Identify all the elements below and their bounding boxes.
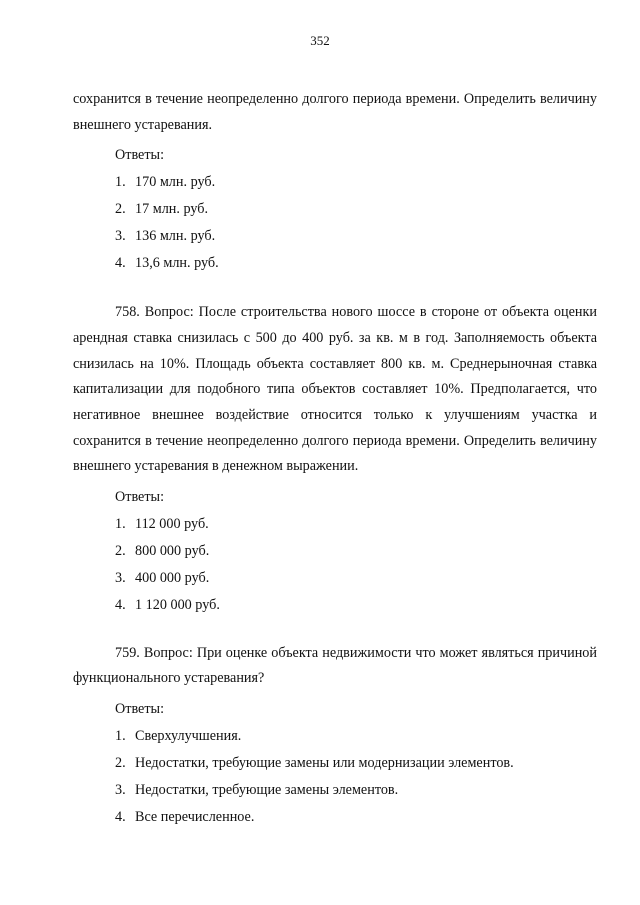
answer-text: 112 000 руб. bbox=[135, 516, 209, 533]
answers-list bbox=[73, 512, 597, 619]
answer-number: 4. bbox=[115, 255, 126, 272]
page-content bbox=[73, 87, 597, 831]
answer-text: 136 млн. руб. bbox=[135, 228, 216, 245]
answer-number: 3. bbox=[115, 228, 126, 245]
answer-item bbox=[115, 805, 597, 831]
answers-label: Ответы: bbox=[115, 701, 165, 718]
answer-text: 1 120 000 руб. bbox=[135, 597, 220, 614]
continuation-paragraph: сохранится в течение неопределенно долгого периода времени. Определить величину внешнего устаревания. bbox=[73, 91, 597, 133]
answer-number: 4. bbox=[115, 809, 126, 826]
answer-text: 13,6 млн. руб. bbox=[135, 255, 219, 272]
answer-text: Недостатки, требующие замены или модернизации элементов. bbox=[135, 755, 514, 772]
page-number: 352 bbox=[310, 33, 330, 48]
answers-label: Ответы: bbox=[115, 489, 165, 506]
answer-number: 2. bbox=[115, 543, 126, 560]
answer-number: 2. bbox=[115, 201, 126, 218]
answer-number: 4. bbox=[115, 597, 126, 614]
answer-item bbox=[115, 751, 597, 777]
answer-text: 17 млн. руб. bbox=[135, 201, 209, 218]
answer-text: Все перечисленное. bbox=[135, 809, 255, 826]
answer-text: 400 000 руб. bbox=[135, 570, 210, 587]
answer-item bbox=[115, 251, 597, 277]
answer-text: Недостатки, требующие замены элементов. bbox=[135, 782, 399, 799]
answer-item bbox=[115, 539, 597, 565]
answer-item bbox=[115, 778, 597, 804]
answer-item bbox=[115, 512, 597, 538]
answer-item bbox=[115, 197, 597, 223]
answer-number: 3. bbox=[115, 782, 126, 799]
answer-item bbox=[115, 724, 597, 750]
answer-item bbox=[115, 593, 597, 619]
answer-item bbox=[115, 566, 597, 592]
answer-number: 1. bbox=[115, 516, 126, 533]
answer-item bbox=[115, 170, 597, 196]
answer-item bbox=[115, 224, 597, 250]
answer-number: 3. bbox=[115, 570, 126, 587]
answer-number: 1. bbox=[115, 728, 126, 745]
answer-number: 2. bbox=[115, 755, 126, 772]
answer-number: 1. bbox=[115, 174, 126, 191]
answers-list bbox=[73, 170, 597, 277]
answers-list bbox=[73, 724, 597, 831]
answer-text: 800 000 руб. bbox=[135, 543, 210, 560]
answer-text: Сверхулучшения. bbox=[135, 728, 242, 745]
question-758-text: 758. Вопрос: После строительства нового шоссе в стороне от объекта оценки арендная ставка снизилась с 500 до 400 руб. за кв. м в год. Заполняемость объекта снизилась на 10%. Площадь объекта составляет 800 кв. м. Среднерыночная ставка капитализации для подобного типа объектов составляет 10%. Предполагается, что негативное внешнее воздействие относится только к улучшениям участка и сохранится в течение неопределенно долгого периода времени. Определить величину внешнего устаревания в денежном выражении. bbox=[73, 304, 597, 475]
question-759-text: 759. Вопрос: При оценке объекта недвижимости что может являться причиной функционального устаревания? bbox=[73, 644, 597, 687]
answers-label: Ответы: bbox=[115, 147, 165, 164]
answer-text: 170 млн. руб. bbox=[135, 174, 216, 191]
